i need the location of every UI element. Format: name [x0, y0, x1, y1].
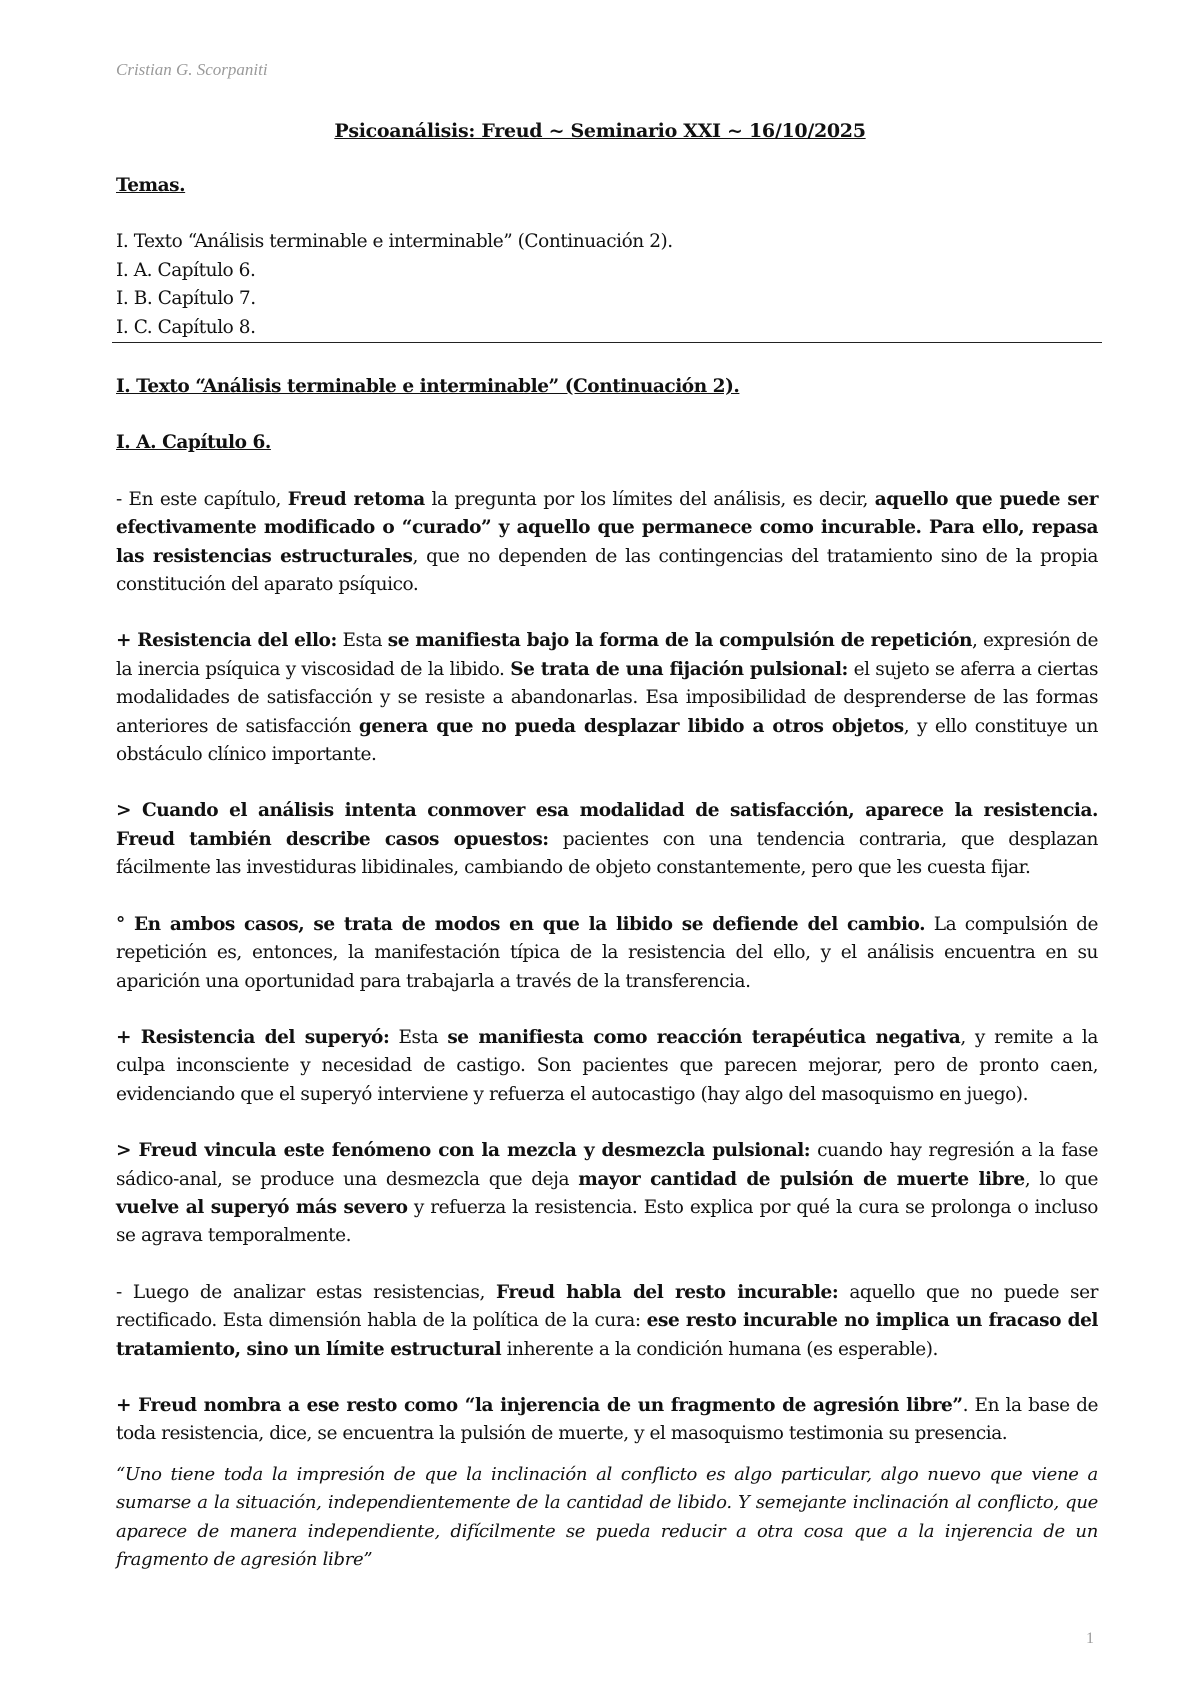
bold-text-run: + Resistencia del superyó: — [116, 1026, 390, 1048]
bold-text-run: ° En ambos casos, se trata de modos en que la libido se defiende del cambio. — [116, 913, 926, 935]
text-run: , que no dependen de las contingencias del tratamiento sino de la propia constitución del aparato psíquico. — [116, 545, 1098, 596]
topic-item: I. A. Capítulo 6. — [116, 259, 256, 281]
paragraph — [116, 797, 1098, 882]
text-run: Esta — [336, 630, 388, 652]
topic-item: I. B. Capítulo 7. — [116, 288, 256, 310]
text-run: - Luego de analizar estas resistencias, — [116, 1281, 497, 1303]
bold-text-run: Se trata de una fijación pulsional: — [510, 658, 848, 680]
page-number: 1 — [1086, 1630, 1094, 1647]
bold-text-run: mayor cantidad de pulsión de muerte libre — [578, 1168, 1025, 1190]
paragraph — [116, 1392, 1098, 1449]
section-divider — [112, 342, 1102, 343]
bold-text-run: vuelve al superyó más severo — [116, 1196, 408, 1218]
topic-item: I. C. Capítulo 8. — [116, 316, 256, 338]
topics-heading: Temas. — [116, 175, 186, 196]
text-run: cuando hay regresión a la fase sádico-anal, se produce una desmezcla que deja — [116, 1140, 1098, 1190]
text-run: y refuerza la resistencia. Esto explica por qué la cura se prolonga o incluso se agrava temporalmente. — [116, 1196, 1098, 1247]
text-run: aquello que no puede ser rectificado. Esta dimensión habla de la política de la cura: — [116, 1281, 1098, 1332]
text-run: La compulsión de repetición es, entonces, la manifestación típica de la resistencia del ello, y el análisis encuentra en su aparición una oportunidad para trabajarla a través de la transferencia. — [116, 913, 1098, 992]
paragraph — [116, 486, 1098, 600]
text-run: pacientes con una tendencia contraria, que desplazan fácilmente las investiduras libidinales, cambiando de objeto constantemente, pero que les cuesta fijar. — [116, 828, 1098, 879]
text-run: la pregunta por los límites del análisis, es decir, — [424, 488, 875, 510]
paragraph — [116, 1279, 1098, 1364]
text-run: , y ello constituye un obstáculo clínico importante. — [116, 715, 1099, 766]
bold-text-run: Freud retoma — [287, 488, 425, 510]
bold-text-run: + Resistencia del ello: — [116, 630, 337, 652]
topics-section — [116, 172, 1098, 342]
bold-text-run: se manifiesta como reacción terapéutica negativa — [447, 1026, 961, 1048]
paragraph — [116, 627, 1098, 769]
paragraph — [116, 1024, 1098, 1109]
text-run: Esta — [389, 1026, 448, 1048]
text-run: , y remite a la culpa inconsciente y necesidad de castigo. Son pacientes que parecen mejorar, pero de pronto caen, evidenciando que el superyó interviene y refuerza el autocastigo (hay algo del masoquismo en juego). — [116, 1026, 1098, 1105]
author-header: Cristian G. Scorpaniti — [116, 60, 268, 79]
document-title: Psicoanálisis: Freud ~ Seminario XXI ~ 16/10/2025 — [334, 120, 866, 142]
bold-text-run: ese resto incurable no implica un fracaso del tratamiento, sino un límite estructural — [116, 1310, 1098, 1360]
text-run: , expresión de la inercia psíquica y viscosidad de la libido. — [116, 630, 1098, 680]
topic-item: I. Texto “Análisis terminable e interminable” (Continuación 2). — [116, 231, 673, 253]
paragraph — [116, 911, 1098, 996]
bold-text-run: > Cuando el análisis intenta conmover esa modalidad de satisfacción, aparece la resistencia. Freud también describe casos opuestos: — [116, 800, 1098, 850]
freud-quote: “Uno tiene toda la impresión de que la inclinación al conflicto es algo particular, algo nuevo que viene a sumarse a la situación, independientemente de la cantidad de libido. Y semejante inclinación al conflicto, que aparece de manera independiente, difícilmente se pueda reducir a otra cosa que a la injerencia de un fragmento de agresión libre” — [116, 1463, 1098, 1570]
bold-text-run: Freud habla del resto incurable: — [496, 1281, 839, 1303]
section-heading: I. Texto “Análisis terminable e interminable” (Continuación 2). — [116, 376, 740, 397]
bold-text-run: aquello que puede ser efectivamente modificado o “curado” y aquello que permanece como incurable. Para ello, repasa las resistencias estructurales — [116, 488, 1099, 567]
main-section — [116, 373, 1098, 1574]
text-run: - En este capítulo, — [116, 488, 288, 510]
chapter-heading: I. A. Capítulo 6. — [116, 432, 271, 454]
paragraph — [116, 1137, 1098, 1251]
bold-text-run: genera que no pueda desplazar libido a otros objetos — [358, 715, 904, 737]
bold-text-run: + Freud nombra a ese resto como “la injerencia de un fragmento de agresión libre” — [116, 1394, 963, 1416]
text-run: inherente a la condición humana (es esperable). — [501, 1338, 938, 1360]
text-run: . En la base de toda resistencia, dice, se encuentra la pulsión de muerte, y el masoquismo testimonia su presencia. — [116, 1394, 1098, 1445]
bold-text-run: se manifiesta bajo la forma de la compulsión de repetición — [387, 630, 972, 652]
text-run: el sujeto se aferra a ciertas modalidades de satisfacción y se resiste a abandonarlas. Esa imposibilidad de desprenderse de las formas anteriores de satisfacción — [116, 658, 1098, 737]
text-run: , lo que — [1024, 1168, 1098, 1190]
bold-text-run: > Freud vincula este fenómeno con la mezcla y desmezcla pulsional: — [116, 1140, 811, 1162]
